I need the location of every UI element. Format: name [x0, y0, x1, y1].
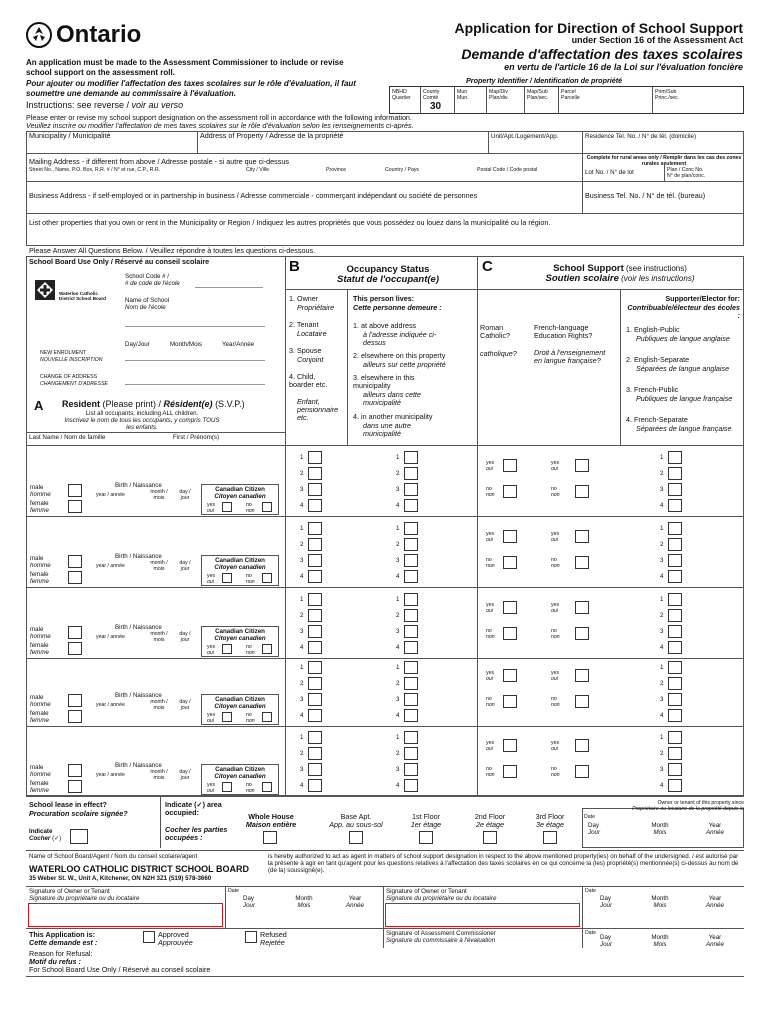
- citizen-yes-checkbox[interactable]: [222, 712, 232, 722]
- catholic-no-checkbox[interactable]: [503, 765, 517, 778]
- occupancy-3-checkbox[interactable]: [308, 483, 322, 496]
- birth-label: Birth / Naissance: [115, 482, 162, 489]
- comm-month-field[interactable]: Month Mois: [651, 934, 669, 948]
- birth-year-field[interactable]: year / année: [96, 772, 125, 778]
- lives-1-checkbox[interactable]: [404, 593, 418, 606]
- gender-male-checkbox[interactable]: [68, 694, 82, 707]
- birth-label: Birth / Naissance: [115, 624, 162, 631]
- support-3-checkbox[interactable]: [668, 763, 682, 776]
- lives-1-checkbox[interactable]: [404, 451, 418, 464]
- school-board-name: WATERLOO CATHOLIC DISTRICT SCHOOL BOARD: [29, 864, 249, 874]
- second-floor-checkbox[interactable]: [483, 831, 497, 844]
- occupant-row-2: male homme female femme Birth / Naissance year / année month / mois day / jour Canadian Citizen Citoyen canadien yes oui no non 1 2 3 4 1 2 3 4 yes oui no non yes oui no non 1 2 3 4: [0, 517, 770, 588]
- birth-label: Birth / Naissance: [115, 553, 162, 560]
- lives-4-checkbox[interactable]: [404, 779, 418, 792]
- occupancy-2-checkbox[interactable]: [308, 538, 322, 551]
- citizen-no-checkbox[interactable]: [262, 502, 272, 512]
- citizen-no-label: no non: [246, 712, 255, 724]
- trillium-icon: [26, 22, 52, 48]
- french-yes-checkbox[interactable]: [575, 669, 589, 682]
- citizen-no-checkbox[interactable]: [262, 644, 272, 654]
- divider: [582, 928, 583, 948]
- citizen-box: Canadian Citizen Citoyen canadien yes oui no non: [201, 555, 279, 586]
- gender-male-checkbox[interactable]: [68, 484, 82, 497]
- basement-apt-checkbox[interactable]: [349, 831, 363, 844]
- county-value: 30: [430, 101, 442, 112]
- lives-1-checkbox[interactable]: [404, 661, 418, 674]
- occupancy-4-checkbox[interactable]: [308, 709, 322, 722]
- whole-house-checkbox[interactable]: [263, 831, 277, 844]
- citizen-yes-label: yes oui: [207, 712, 216, 724]
- catholic-no-checkbox[interactable]: [503, 695, 517, 708]
- instructions: Instructions: see reverse / voir au verso: [26, 100, 184, 110]
- owner-sign-day-field[interactable]: Day Jour: [243, 895, 256, 909]
- support-1-checkbox[interactable]: [668, 731, 682, 744]
- citizen-no-checkbox[interactable]: [262, 573, 272, 583]
- french-no-checkbox[interactable]: [575, 485, 589, 498]
- citizen-no-label: no non: [246, 644, 255, 656]
- mailing-address-field[interactable]: Mailing Address - if different from above / Adresse postale - si autre que ci-dessus: [29, 157, 289, 166]
- support-4-checkbox[interactable]: [668, 779, 682, 792]
- divider: [26, 432, 285, 433]
- divider: [26, 796, 744, 797]
- form-title-fr: Demande d'affectation des taxes scolaires: [461, 46, 743, 62]
- divider: [582, 131, 583, 181]
- citizen-no-checkbox[interactable]: [262, 712, 272, 722]
- divider: [383, 886, 384, 928]
- birth-day-field[interactable]: day / jour: [179, 489, 191, 501]
- lives-4-checkbox[interactable]: [404, 709, 418, 722]
- occupancy-3-checkbox[interactable]: [308, 693, 322, 706]
- birth-month-field[interactable]: month / mois: [150, 769, 168, 781]
- gender-female-label: female femme: [30, 642, 49, 656]
- divider: [454, 87, 455, 114]
- gender-female-label: female femme: [30, 500, 49, 514]
- divider: [197, 131, 198, 153]
- gender-male-label: male homme: [30, 555, 51, 569]
- occupancy-4-checkbox[interactable]: [308, 570, 322, 583]
- lives-3-checkbox[interactable]: [404, 483, 418, 496]
- catholic-yes-checkbox[interactable]: [503, 459, 517, 472]
- divider: [524, 87, 525, 114]
- commissioner-signature-field[interactable]: Signature of Assessment Commissioner Signature du commissaire à l'évaluation: [386, 930, 496, 944]
- divider: [125, 326, 265, 327]
- gender-female-label: female femme: [30, 710, 49, 724]
- french-no-checkbox[interactable]: [575, 765, 589, 778]
- french-no-checkbox[interactable]: [575, 695, 589, 708]
- lives-1-checkbox[interactable]: [404, 731, 418, 744]
- occupancy-1-checkbox[interactable]: [308, 522, 322, 535]
- birth-month-field[interactable]: month / mois: [150, 489, 168, 501]
- divider: [285, 289, 744, 290]
- divider: [420, 87, 421, 114]
- occupancy-4-checkbox[interactable]: [308, 779, 322, 792]
- citizen-yes-checkbox[interactable]: [222, 502, 232, 512]
- gender-male-label: male homme: [30, 694, 51, 708]
- citizen-yes-checkbox[interactable]: [222, 782, 232, 792]
- plan-conc-field[interactable]: Plan / Conc No. N° de plan/conc.: [667, 167, 706, 179]
- support-3-checkbox[interactable]: [668, 554, 682, 567]
- citizen-no-label: no non: [246, 782, 255, 794]
- divider: [26, 153, 744, 154]
- divider: [26, 213, 744, 214]
- birth-day-field[interactable]: day / jour: [179, 631, 191, 643]
- owner-signature-field[interactable]: [28, 903, 223, 927]
- citizen-no-label: no non: [246, 502, 255, 514]
- lives-3-checkbox[interactable]: [404, 625, 418, 638]
- support-4-checkbox[interactable]: [668, 709, 682, 722]
- municipality-field[interactable]: Municipality / Municipalité: [29, 131, 111, 140]
- citizen-yes-checkbox[interactable]: [222, 644, 232, 654]
- form-subtitle: under Section 16 of the Assessment Act: [571, 35, 743, 45]
- lives-3-checkbox[interactable]: [404, 763, 418, 776]
- french-no-checkbox[interactable]: [575, 556, 589, 569]
- support-2-checkbox[interactable]: [668, 538, 682, 551]
- birth-year-field[interactable]: year / année: [96, 492, 125, 498]
- divider: [652, 87, 653, 114]
- divider: [664, 163, 665, 181]
- gender-male-label: male homme: [30, 626, 51, 640]
- birth-year-field[interactable]: year / année: [96, 634, 125, 640]
- citizen-no-checkbox[interactable]: [262, 782, 272, 792]
- support-2-checkbox[interactable]: [668, 677, 682, 690]
- gender-male-checkbox[interactable]: [68, 555, 82, 568]
- owner-signature-field-2[interactable]: [385, 903, 580, 927]
- citizen-box: Canadian Citizen Citoyen canadien yes oui no non: [201, 484, 279, 515]
- form-title: Application for Direction of School Support: [454, 20, 743, 36]
- support-1-checkbox[interactable]: [668, 661, 682, 674]
- lives-3-checkbox[interactable]: [404, 554, 418, 567]
- since-month-field[interactable]: Month Mois: [651, 822, 669, 836]
- lives-1-checkbox[interactable]: [404, 522, 418, 535]
- birth-label: Birth / Naissance: [115, 692, 162, 699]
- birth-label: Birth / Naissance: [115, 762, 162, 769]
- gender-female-checkbox[interactable]: [68, 710, 82, 723]
- intro-fr: Pour ajouter ou modifier l'affectation des taxes scolaires sur le rôle d'évaluation, il faut soumettre une demande au commissaire à l'évaluation.: [26, 79, 356, 98]
- since-year-field[interactable]: Year Année: [706, 822, 724, 836]
- gender-female-label: female femme: [30, 571, 49, 585]
- occupant-row-3: male homme female femme Birth / Naissance year / année month / mois day / jour Canadian Citizen Citoyen canadien yes oui no non 1 2 3 4 1 2 3 4 yes oui no non yes oui no non 1 2 3 4: [0, 588, 770, 659]
- birth-month-field[interactable]: month / mois: [150, 560, 168, 572]
- general-info-box: [26, 131, 744, 246]
- support-3-checkbox[interactable]: [668, 625, 682, 638]
- french-yes-checkbox[interactable]: [575, 739, 589, 752]
- support-4-checkbox[interactable]: [668, 641, 682, 654]
- citizen-yes-label: yes oui: [207, 644, 216, 656]
- occupancy-3-checkbox[interactable]: [308, 625, 322, 638]
- lives-2-checkbox[interactable]: [404, 609, 418, 622]
- occupancy-4-checkbox[interactable]: [308, 641, 322, 654]
- support-3-checkbox[interactable]: [668, 483, 682, 496]
- catholic-no-checkbox[interactable]: [503, 556, 517, 569]
- support-2-checkbox[interactable]: [668, 467, 682, 480]
- lives-3-checkbox[interactable]: [404, 693, 418, 706]
- catholic-yes-checkbox[interactable]: [503, 739, 517, 752]
- lives-4-checkbox[interactable]: [404, 641, 418, 654]
- support-1-checkbox[interactable]: [668, 593, 682, 606]
- owner2-sign-day-field[interactable]: Day Jour: [600, 895, 613, 909]
- owner-sign-year-field[interactable]: Year Année: [346, 895, 364, 909]
- divider: [26, 976, 744, 977]
- approved-checkbox[interactable]: [143, 931, 155, 943]
- gender-female-checkbox[interactable]: [68, 780, 82, 793]
- lives-4-checkbox[interactable]: [404, 570, 418, 583]
- lot-no-field[interactable]: Lot No. / N° de lot: [585, 169, 634, 176]
- divider: [125, 360, 265, 361]
- support-4-checkbox[interactable]: [668, 499, 682, 512]
- school-board-address: 35 Weber St. W., Unit A, Kitchener, ON N2H 3Z1 (519) 578-3660: [29, 875, 212, 882]
- owner-sign-month-field[interactable]: Month Mois: [295, 895, 313, 909]
- property-address-field[interactable]: Address of Property / Adresse de la propriété: [200, 131, 344, 140]
- occupant-row-1: male homme female femme Birth / Naissance year / année month / mois day / jour Canadian Citizen Citoyen canadien yes oui no non 1 2 3 4 1 2 3 4 yes oui no non yes oui no non 1 2 3 4: [0, 446, 770, 517]
- citizen-yes-label: yes oui: [207, 502, 216, 514]
- support-3-checkbox[interactable]: [668, 693, 682, 706]
- gender-male-checkbox[interactable]: [68, 764, 82, 777]
- occupancy-2-checkbox[interactable]: [308, 609, 322, 622]
- catholic-yes-checkbox[interactable]: [503, 669, 517, 682]
- support-4-checkbox[interactable]: [668, 570, 682, 583]
- birth-day-field[interactable]: day / jour: [179, 699, 191, 711]
- lives-2-checkbox[interactable]: [404, 467, 418, 480]
- occupancy-2-checkbox[interactable]: [308, 467, 322, 480]
- lives-2-checkbox[interactable]: [404, 538, 418, 551]
- first-floor-checkbox[interactable]: [419, 831, 433, 844]
- wcdsb-logo: Waterloo Catholic District School Board: [34, 279, 114, 307]
- property-identifier-title: Property Identifier / Identification de propriété: [466, 76, 623, 85]
- divider: [383, 928, 384, 948]
- birth-day-field[interactable]: day / jour: [179, 769, 191, 781]
- support-1-checkbox[interactable]: [668, 522, 682, 535]
- comm-day-field[interactable]: Day Jour: [600, 934, 613, 948]
- lives-2-checkbox[interactable]: [404, 747, 418, 760]
- birth-day-field[interactable]: day / jour: [179, 560, 191, 572]
- owner2-sign-month-field[interactable]: Month Mois: [651, 895, 669, 909]
- occupancy-1-checkbox[interactable]: [308, 731, 322, 744]
- support-2-checkbox[interactable]: [668, 747, 682, 760]
- divider: [26, 928, 744, 929]
- occupant-row-4: male homme female femme Birth / Naissance year / année month / mois day / jour Canadian Citizen Citoyen canadien yes oui no non 1 2 3 4 1 2 3 4 yes oui no non yes oui no non 1 2 3 4: [0, 656, 770, 727]
- birth-year-field[interactable]: year / année: [96, 563, 125, 569]
- citizen-no-label: no non: [246, 573, 255, 585]
- intro-en: An application must be made to the Assessment Commissioner to include or revise school support on the assessment roll.: [26, 58, 344, 77]
- occupancy-2-checkbox[interactable]: [308, 677, 322, 690]
- refused-checkbox[interactable]: [245, 931, 257, 943]
- occupancy-3-checkbox[interactable]: [308, 763, 322, 776]
- birth-month-field[interactable]: month / mois: [150, 699, 168, 711]
- citizen-yes-checkbox[interactable]: [222, 573, 232, 583]
- lease-checkbox[interactable]: [70, 829, 88, 844]
- divider: [125, 384, 265, 385]
- divider: [26, 886, 744, 887]
- divider: [486, 87, 487, 114]
- catholic-no-checkbox[interactable]: [503, 627, 517, 640]
- divider: [488, 131, 489, 153]
- business-tel-field[interactable]: Business Tel. No. / N° de tél. (bureau): [585, 191, 706, 200]
- occupancy-1-checkbox[interactable]: [308, 593, 322, 606]
- ontario-logo: [26, 22, 166, 48]
- french-yes-checkbox[interactable]: [575, 530, 589, 543]
- form-subtitle-fr: en vertu de l'article 16 de la Loi sur l'évaluation foncière: [504, 62, 743, 72]
- third-floor-checkbox[interactable]: [543, 831, 557, 844]
- catholic-no-checkbox[interactable]: [503, 485, 517, 498]
- occupancy-2-checkbox[interactable]: [308, 747, 322, 760]
- french-yes-checkbox[interactable]: [575, 459, 589, 472]
- french-no-checkbox[interactable]: [575, 627, 589, 640]
- occupancy-1-checkbox[interactable]: [308, 451, 322, 464]
- gender-female-checkbox[interactable]: [68, 642, 82, 655]
- other-properties-field[interactable]: List other properties that you own or rent in the Municipality or Region / Indiquez les autres propriétés que vous possédez ou louez dans la municipalité ou la région.: [29, 218, 551, 227]
- gender-male-label: male homme: [30, 484, 51, 498]
- occupancy-1-checkbox[interactable]: [308, 661, 322, 674]
- gender-male-label: male homme: [30, 764, 51, 778]
- since-day-field[interactable]: Day Jour: [588, 822, 601, 836]
- catholic-yes-checkbox[interactable]: [503, 601, 517, 614]
- divider: [582, 886, 583, 928]
- gender-male-checkbox[interactable]: [68, 626, 82, 639]
- divider: [620, 289, 621, 445]
- citizen-yes-label: yes oui: [207, 573, 216, 585]
- birth-year-field[interactable]: year / année: [96, 702, 125, 708]
- occupancy-4-checkbox[interactable]: [308, 499, 322, 512]
- divider: [26, 850, 744, 851]
- lives-4-checkbox[interactable]: [404, 499, 418, 512]
- catholic-yes-checkbox[interactable]: [503, 530, 517, 543]
- divider: [160, 796, 161, 848]
- gender-female-checkbox[interactable]: [68, 571, 82, 584]
- divider: [558, 87, 559, 114]
- divider: [195, 287, 263, 288]
- support-2-checkbox[interactable]: [668, 609, 682, 622]
- citizen-box: Canadian Citizen Citoyen canadien yes oui no non: [201, 694, 279, 725]
- support-1-checkbox[interactable]: [668, 451, 682, 464]
- logo-text: Ontario: [56, 21, 142, 48]
- lives-2-checkbox[interactable]: [404, 677, 418, 690]
- comm-year-field[interactable]: Year Année: [706, 934, 724, 948]
- french-yes-checkbox[interactable]: [575, 601, 589, 614]
- owner2-sign-year-field[interactable]: Year Année: [706, 895, 724, 909]
- divider: [26, 181, 744, 182]
- divider: [582, 181, 583, 213]
- gender-female-checkbox[interactable]: [68, 500, 82, 513]
- school-board-logo-icon: [34, 279, 56, 301]
- refusal-reason-field[interactable]: Reason for Refusal: Motif du refus :: [29, 949, 93, 967]
- gender-female-label: female femme: [30, 780, 49, 794]
- business-address-field[interactable]: Business Address - if self-employed or in partnership in business / Adresse commerciale - commerçant indépendant ou société de personnes: [29, 191, 478, 200]
- occupancy-3-checkbox[interactable]: [308, 554, 322, 567]
- citizen-yes-label: yes oui: [207, 782, 216, 794]
- citizen-box: Canadian Citizen Citoyen canadien yes oui no non: [201, 764, 279, 795]
- unit-field[interactable]: Unit/Apt./Logement/App.: [491, 133, 559, 140]
- birth-month-field[interactable]: month / mois: [150, 631, 168, 643]
- residence-tel-field[interactable]: Residence Tel. No. / N° de tél. (domicile): [585, 133, 697, 140]
- occupant-row-5: male homme female femme Birth / Naissance year / année month / mois day / jour Canadian Citizen Citoyen canadien yes oui no non 1 2 3 4 1 2 3 4 yes oui no non yes oui no non 1 2 3 4: [0, 726, 770, 797]
- citizen-box: Canadian Citizen Citoyen canadien yes oui no non: [201, 626, 279, 657]
- property-identifier-grid: NBHD Quartier County Comté Mun Mun. Map/Div Plan/div. Map/Sub Plan/sec. Parcel Parcelle Prim/Sub Princ./sec. 30: [389, 86, 744, 114]
- divider: [225, 886, 226, 928]
